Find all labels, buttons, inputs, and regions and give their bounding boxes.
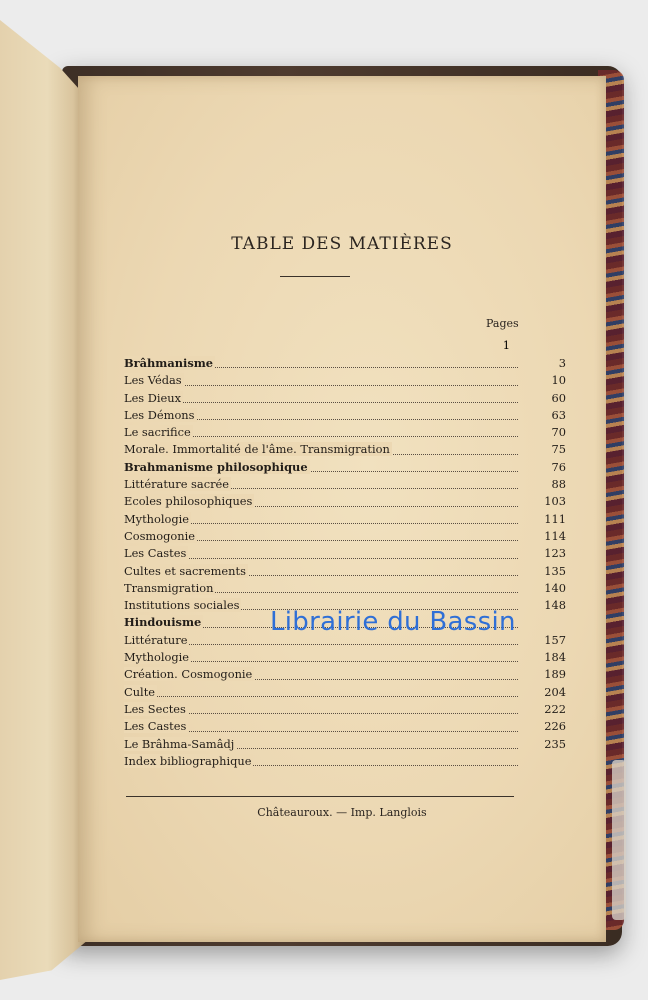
toc-entry xyxy=(124,528,566,545)
toc-entry-page: 111 xyxy=(544,511,566,526)
toc-entry xyxy=(124,407,566,424)
toc-entry xyxy=(124,390,566,407)
toc-entry-page: 75 xyxy=(551,442,566,457)
toc-entry-label: Les Dieux xyxy=(124,390,182,405)
right-page xyxy=(78,76,606,942)
toc-entry xyxy=(124,459,566,476)
toc-entry xyxy=(124,580,566,597)
toc-entry-label: Institutions sociales xyxy=(124,598,240,613)
toc-entry-label: Index bibliographique xyxy=(124,753,252,768)
toc-entry-page: 10 xyxy=(551,373,566,388)
toc-entry xyxy=(124,701,566,718)
toc-entry-page: 3 xyxy=(558,356,566,370)
toc-entry-page: 148 xyxy=(544,598,566,613)
toc-entry xyxy=(124,511,566,528)
toc-entry-page: 88 xyxy=(551,477,566,492)
toc-entry-page: 184 xyxy=(544,650,566,665)
toc-entry xyxy=(124,666,566,683)
page-title: TABLE DES MATIÈRES xyxy=(231,234,453,254)
toc-entry-page: 123 xyxy=(544,546,566,561)
toc-entry-label: Cosmogonie xyxy=(124,528,195,543)
table-of-contents xyxy=(124,338,566,770)
pages-column-header: Pages xyxy=(486,317,519,330)
watermark-text: Librairie du Bassin xyxy=(270,607,516,637)
leader-dots xyxy=(124,401,518,403)
toc-entry-page: 226 xyxy=(544,719,566,734)
toc-entry-label: Transmigration xyxy=(124,580,214,595)
toc-entry-label: Les Sectes xyxy=(124,701,186,716)
toc-entry-page: 222 xyxy=(544,701,566,716)
leader-dots xyxy=(124,695,518,697)
toc-entry xyxy=(124,649,566,666)
toc-entry xyxy=(124,563,566,580)
first-page-number: 1 xyxy=(502,338,510,352)
toc-entry-label: Littérature xyxy=(124,632,188,647)
toc-entry xyxy=(124,753,518,770)
toc-entry-label: Ecoles philosophiques xyxy=(124,494,253,509)
toc-entry-page: 63 xyxy=(551,407,566,422)
toc-entry xyxy=(124,493,566,510)
toc-entry-label: Les Védas xyxy=(124,373,182,388)
toc-entry xyxy=(124,718,566,735)
toc-entry-page: 189 xyxy=(544,667,566,682)
toc-entry-label: Brahmanisme philosophique xyxy=(124,459,308,474)
toc-entry-label: Le Brâhma-Samâdj xyxy=(124,736,235,751)
toc-entry xyxy=(124,476,566,493)
toc-entry xyxy=(124,355,566,372)
left-page xyxy=(0,20,86,980)
toc-entry-label: Morale. Immortalité de l'âme. Transmigration xyxy=(124,442,390,457)
toc-entry-label: Les Castes xyxy=(124,546,187,561)
title-rule xyxy=(280,276,350,277)
toc-entry xyxy=(124,736,566,753)
bookmark-ribbon xyxy=(612,760,626,920)
toc-entry-page: 70 xyxy=(551,425,566,440)
toc-entry-page: 157 xyxy=(544,632,566,647)
toc-entry-page: 114 xyxy=(544,528,566,543)
toc-entry-label: Création. Cosmogonie xyxy=(124,667,253,682)
toc-entry xyxy=(124,441,566,458)
toc-entry-label: Littérature sacrée xyxy=(124,477,230,492)
toc-entry xyxy=(124,684,566,701)
toc-entry-label: Mythologie xyxy=(124,650,190,665)
toc-entry-page: 140 xyxy=(544,580,566,595)
toc-entry-page: 76 xyxy=(551,459,566,474)
toc-entry-label: Brâhmanisme xyxy=(124,356,214,370)
toc-entry xyxy=(124,545,566,562)
footer-rule xyxy=(126,796,514,797)
toc-entry-label: Culte xyxy=(124,684,156,699)
toc-entry-label: Les Démons xyxy=(124,407,195,422)
toc-entry-page: 60 xyxy=(551,390,566,405)
toc-entry xyxy=(124,424,566,441)
toc-entry-page: 135 xyxy=(544,563,566,578)
toc-entry-page: 103 xyxy=(544,494,566,509)
toc-entry-label: Hindouisme xyxy=(124,615,202,630)
toc-entry-label: Les Castes xyxy=(124,719,187,734)
toc-entry xyxy=(124,372,566,389)
toc-entry-label: Le sacrifice xyxy=(124,425,191,440)
toc-entry-page: 204 xyxy=(544,684,566,699)
toc-entry-label: Mythologie xyxy=(124,511,190,526)
toc-entry-label: Cultes et sacrements xyxy=(124,563,246,578)
printer-imprint: Châteauroux. — Imp. Langlois xyxy=(257,806,427,819)
toc-entry-page: 235 xyxy=(544,736,566,751)
